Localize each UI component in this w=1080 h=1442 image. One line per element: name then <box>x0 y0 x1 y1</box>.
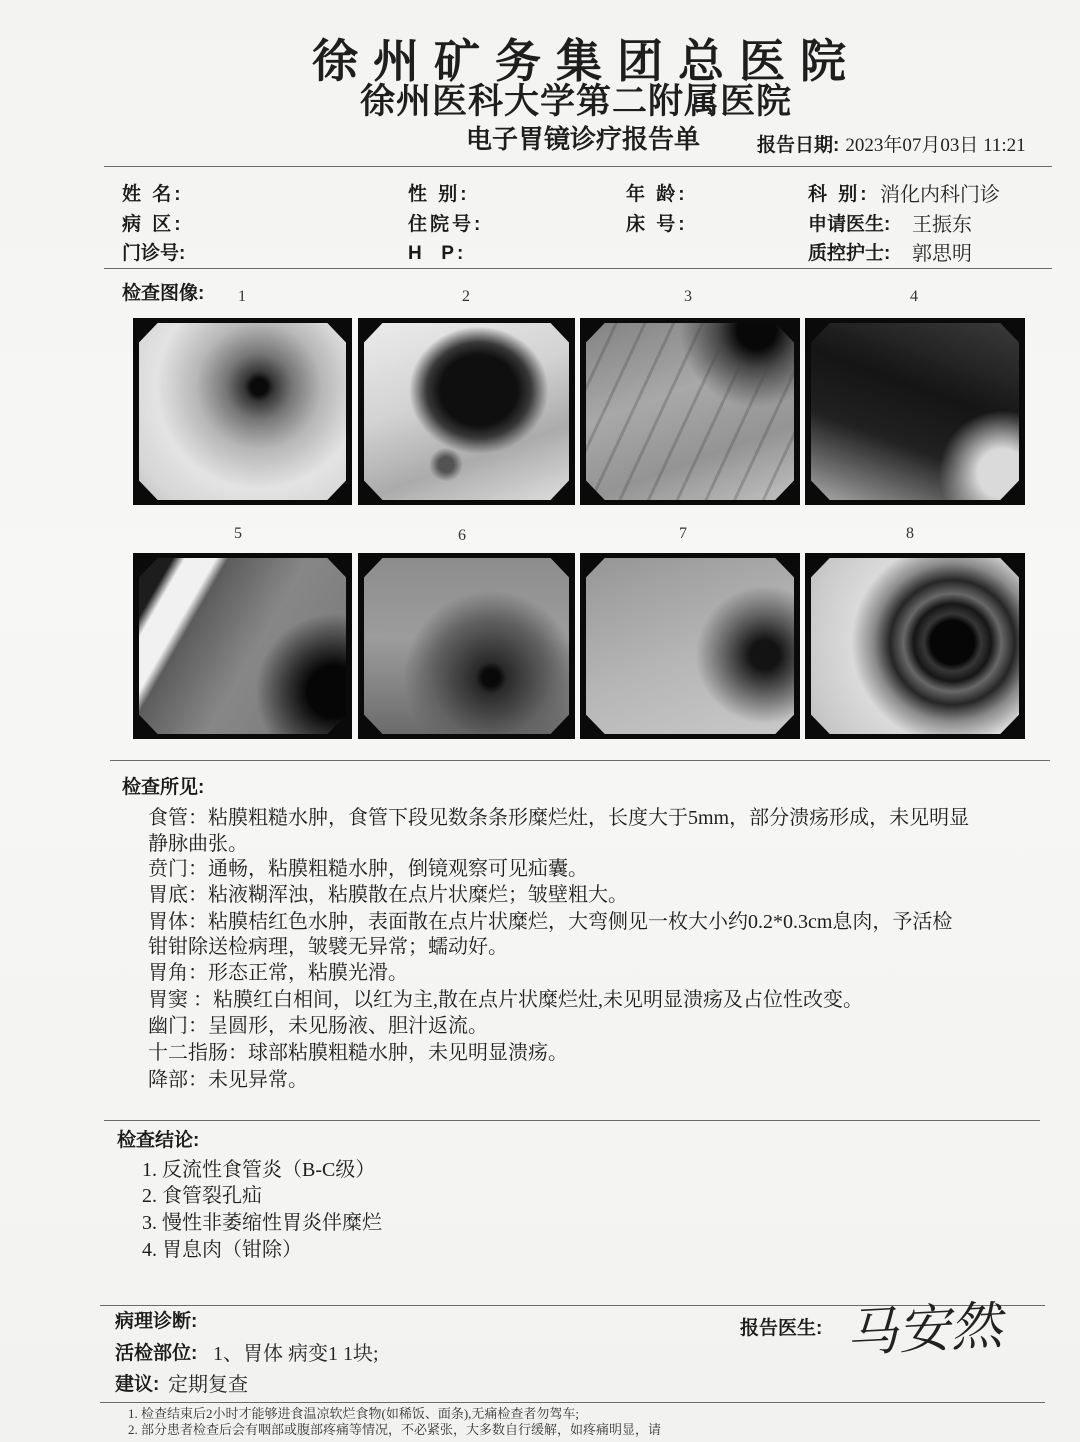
report-date <box>757 134 1026 158</box>
findings-label: 检查所见: <box>122 777 205 798</box>
endoscopy-view <box>364 323 569 500</box>
doctor-label: 申请医生: <box>808 214 891 235</box>
endoscopy-view <box>139 558 346 734</box>
finding-line: 幽门：呈圆形，未见肠液、胆汁返流。 <box>148 1015 488 1037</box>
note-line: 2. 部分患者检查后会有咽部或腹部疼痛等情况，不必紧张，大多数自行缓解，如疼痛明显，请 <box>128 1422 662 1437</box>
finding-line: 胃底：粘液糊浑浊，粘膜散在点片状糜烂；皱壁粗大。 <box>148 884 628 906</box>
image-number: 2 <box>462 288 470 305</box>
divider <box>104 268 1052 269</box>
doctor-signature: 马安然 <box>845 1295 1011 1365</box>
conclusion-item: 4. 胃息肉（钳除） <box>142 1239 302 1261</box>
advice-label: 建议: <box>115 1374 160 1395</box>
image-number: 1 <box>238 288 246 305</box>
finding-line: 胃窦 ：粘膜红白相间，以红为主,散在点片状糜烂灶,未见明显溃疡及占位性改变。 <box>148 989 863 1011</box>
dept-label: 科 别: <box>808 184 870 205</box>
name-label: 姓 名: <box>122 184 184 205</box>
nurse-label: 质控护士: <box>808 243 891 264</box>
divider <box>104 1120 1040 1121</box>
hospital-subname: 徐州医科大学第二附属医院 <box>360 82 793 121</box>
finding-line: 食管：粘膜粗糙水肿，食管下段见数条条形糜烂灶，长度大于5mm，部分溃疡形成，未见明显 <box>148 807 970 829</box>
finding-line: 贲门：通畅，粘膜粗糙水肿，倒镜观察可见疝囊。 <box>148 858 588 880</box>
gender-label: 性 别: <box>408 184 470 205</box>
endoscopy-image-8 <box>805 553 1025 739</box>
divider <box>100 1402 1045 1403</box>
endoscopy-view <box>364 558 569 734</box>
image-number: 6 <box>458 527 466 544</box>
endoscopy-view <box>811 323 1019 500</box>
conclusion-item: 1. 反流性食管炎（B-C级） <box>142 1159 376 1181</box>
hp-label: H P: <box>408 243 467 264</box>
note-line: 1. 检查结束后2小时才能够进食温凉软烂食物(如稀饭、面条),无痛检查者勿驾车; <box>128 1406 580 1421</box>
endoscopy-image-3 <box>580 318 800 505</box>
inpatient-no-label: 住院号: <box>408 214 484 235</box>
biopsy-label: 活检部位: <box>115 1343 198 1364</box>
endoscopy-image-5 <box>133 553 352 739</box>
finding-line: 钳钳除送检病理，皱襞无异常；蠕动好。 <box>148 936 508 958</box>
pathology-label: 病理诊断: <box>115 1311 198 1332</box>
endoscopy-image-4 <box>805 318 1025 505</box>
image-number: 4 <box>910 288 918 305</box>
biopsy-value: 1、胃体 病变1 1块; <box>213 1343 379 1365</box>
images-label: 检查图像: <box>122 283 205 304</box>
conclusion-item: 2. 食管裂孔疝 <box>142 1185 262 1207</box>
image-number: 8 <box>906 525 914 542</box>
endoscopy-view <box>139 323 346 500</box>
endoscopy-view <box>586 323 794 500</box>
endoscopy-view <box>586 558 794 734</box>
endoscopy-image-2 <box>358 318 575 505</box>
age-label: 年 龄: <box>626 184 688 205</box>
bed-label: 床 号: <box>626 214 688 235</box>
image-number: 3 <box>684 288 692 305</box>
reporter-label: 报告医生: <box>740 1318 823 1339</box>
ward-label: 病 区: <box>122 214 184 235</box>
advice-value: 定期复查 <box>168 1374 248 1396</box>
divider <box>110 760 1050 761</box>
finding-line: 胃角：形态正常，粘膜光滑。 <box>148 962 408 984</box>
divider <box>104 166 1052 167</box>
report-date-label: 报告日期: <box>757 135 840 156</box>
image-number: 5 <box>234 525 242 542</box>
outpatient-no-label: 门诊号: <box>122 243 186 264</box>
report-date-value: 2023年07月03日 11:21 <box>845 135 1026 156</box>
finding-line: 静脉曲张。 <box>148 833 248 855</box>
report-title: 电子胃镜诊疗报告单 <box>466 125 701 154</box>
conclusion-label: 检查结论: <box>117 1130 200 1151</box>
nurse-value: 郭思明 <box>912 243 972 265</box>
finding-line: 降部：未见异常。 <box>148 1069 308 1091</box>
doctor-value: 王振东 <box>912 214 972 236</box>
finding-line: 十二指肠：球部粘膜粗糙水肿，未见明显溃疡。 <box>148 1042 568 1064</box>
endoscopy-image-1 <box>133 318 352 505</box>
endoscopy-view <box>811 558 1019 734</box>
image-number: 7 <box>679 525 687 542</box>
finding-line: 胃体：粘膜桔红色水肿，表面散在点片状糜烂，大弯侧见一枚大小约0.2*0.3cm息肉，予活检 <box>148 911 953 933</box>
endoscopy-image-6 <box>358 553 575 739</box>
conclusion-item: 3. 慢性非萎缩性胃炎伴糜烂 <box>142 1212 382 1234</box>
endoscopy-image-7 <box>580 553 800 739</box>
hospital-name: 徐州矿务集团总医院 <box>312 36 861 87</box>
dept-value: 消化内科门诊 <box>880 184 1000 206</box>
